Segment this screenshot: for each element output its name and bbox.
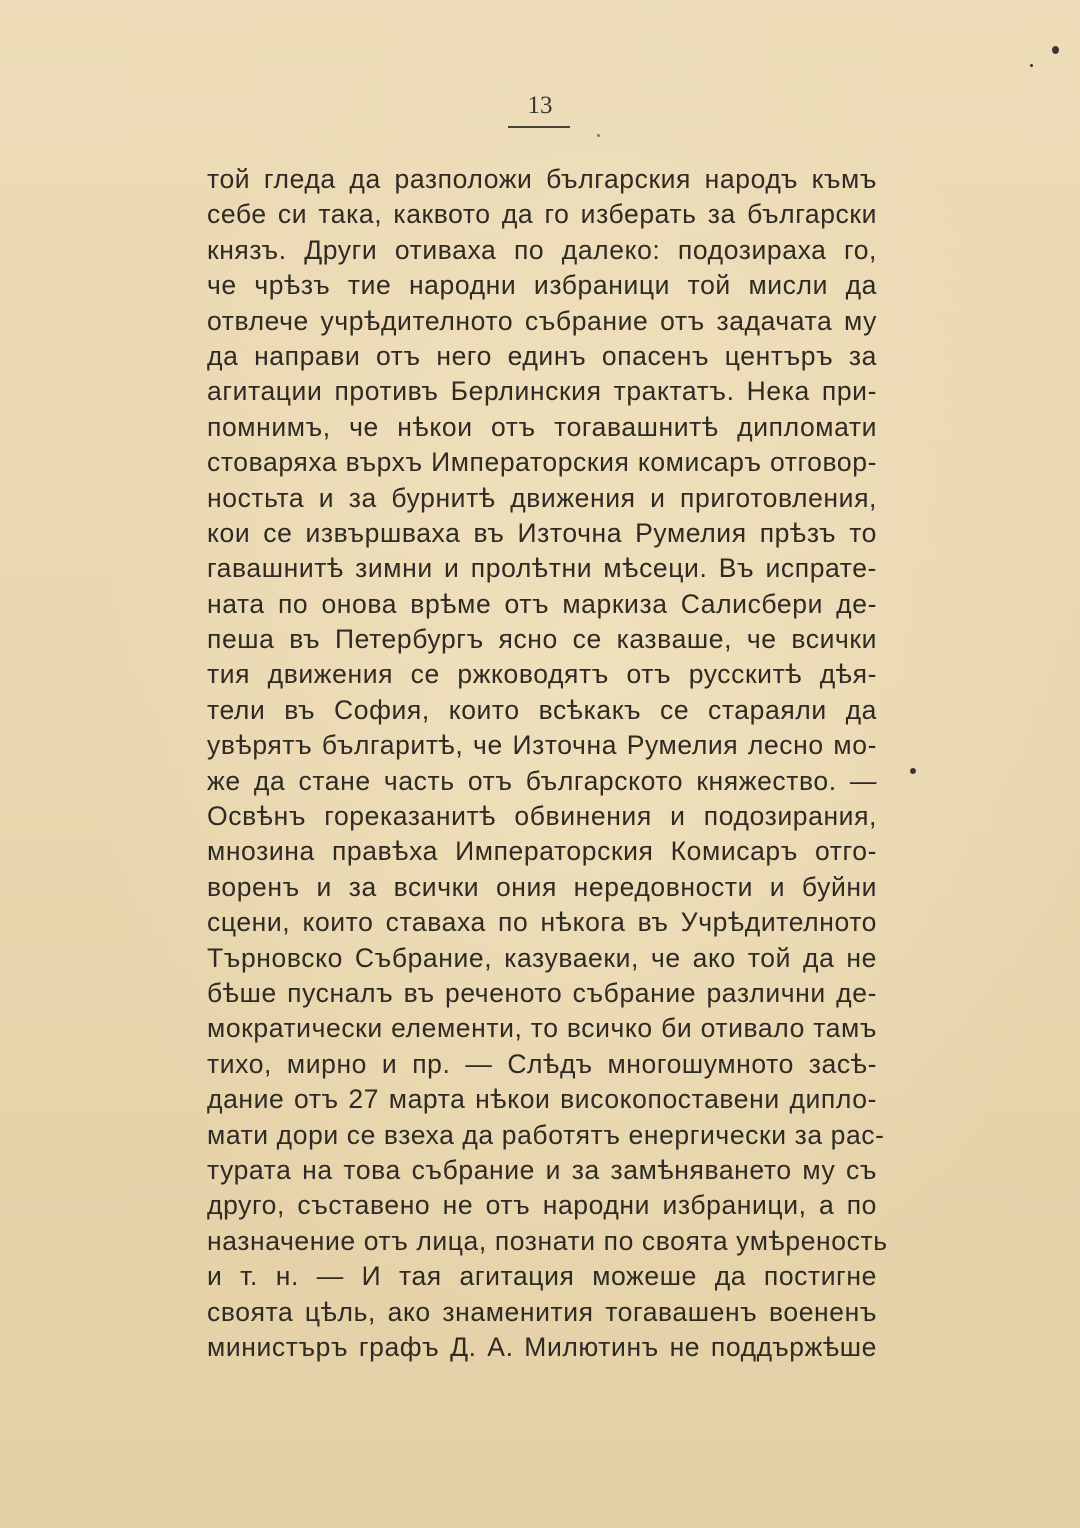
text-line: себе си така, каквото да го изберать за български: [207, 199, 877, 230]
text-line: мати дори се взеха да работятъ енергически за рас-: [207, 1119, 885, 1150]
page-number: 13: [527, 92, 553, 119]
text-line: Освѣнъ гореказанитѣ обвинения и подозирания,: [207, 801, 877, 832]
text-line: че чрѣзъ тие народни избраници той мисли да: [207, 270, 877, 301]
text-line: увѣрятъ българитѣ, че Източна Румелия лесно мо-: [207, 730, 877, 761]
text-line: агитации противъ Берлинския трактатъ. Нека при-: [207, 376, 877, 407]
ink-speck: [1052, 46, 1059, 54]
text-line: пеша въ Петербургъ ясно се казваше, че всички: [207, 624, 877, 655]
text-line: отвлече учрѣдителното събрание отъ задачата му: [207, 305, 877, 336]
text-line: помнимъ, че нѣкои отъ тогавашнитѣ дипломати: [207, 411, 877, 442]
text-line: дание отъ 27 марта нѣкои високопоставени дипло-: [207, 1084, 877, 1115]
text-line: тели въ София, които всѣкакъ се стараяли да: [207, 694, 877, 725]
text-line: сцени, които ставаха по нѣкога въ Учрѣдителното: [207, 907, 877, 938]
text-line: и т. н. — И тая агитация можеше да постигне: [207, 1261, 877, 1292]
text-line: гавашнитѣ зимни и пролѣтни мѣсеци. Въ испрате-: [207, 553, 877, 584]
body-text: [207, 162, 888, 1365]
text-line: же да стане часть отъ българското княжество. —: [207, 765, 877, 796]
text-line: князъ. Други отиваха по далеко: подозираха го,: [207, 234, 877, 265]
page-number-rule: [508, 126, 570, 128]
text-line: своята цѣль, ако знаменития тогавашенъ воененъ: [207, 1296, 877, 1327]
ink-speck: [597, 134, 600, 137]
text-line: тия движения се ржководятъ отъ русскитѣ дѣя-: [207, 659, 877, 690]
text-line: ностьта и за бурнитѣ движения и приготовления,: [207, 482, 877, 513]
text-line: да направи отъ него единъ опасенъ центъръ за: [207, 340, 877, 371]
text-line: министъръ графъ Д. А. Милютинъ не поддържѣше: [207, 1331, 877, 1362]
text-line: мократически елементи, то всичко би отивало тамъ: [207, 1013, 877, 1044]
text-line: ната по онова врѣме отъ маркиза Салисбери де-: [207, 588, 877, 619]
text-line: турата на това събрание и за замѣняването му съ: [207, 1154, 877, 1185]
text-line: тихо, мирно и пр. — Слѣдъ многошумното засѣ-: [207, 1048, 877, 1079]
text-line: назначение отъ лица, познати по своята умѣреность: [207, 1225, 888, 1256]
text-line: кои се извършваха въ Източна Румелия прѣзъ то: [207, 517, 877, 548]
text-line: мнозина правѣха Императорския Комисаръ отго-: [207, 836, 877, 867]
text-line: бѣше пусналъ въ реченото събрание различни де-: [207, 977, 877, 1008]
ink-speck: [1030, 64, 1033, 67]
text-line: Търновско Събрание, казуваеки, че ако той да не: [207, 942, 877, 973]
text-line: той гледа да разположи българския народъ къмъ: [207, 164, 877, 194]
text-line: воренъ и за всички ония нередовности и буйни: [207, 871, 877, 902]
text-line: стоваряха върхъ Императорския комисаръ отговор-: [207, 447, 877, 478]
ink-speck: [910, 768, 916, 774]
text-line: друго, съставено не отъ народни избраници, а по: [207, 1190, 877, 1221]
